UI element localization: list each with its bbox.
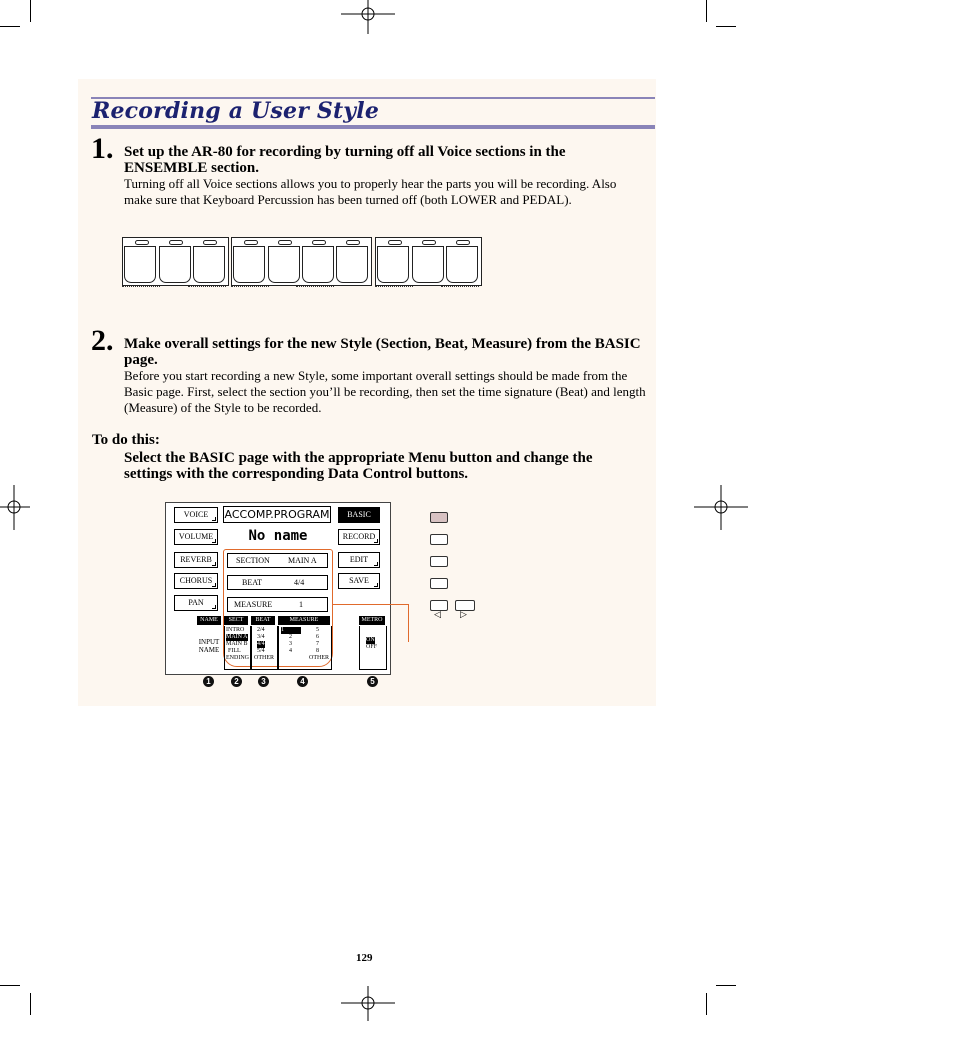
menu-button-record[interactable]: RECORD <box>338 529 380 545</box>
lamp-icon <box>388 240 402 245</box>
setting-value: 1 <box>299 600 303 609</box>
sect-option: INTRO <box>226 627 245 633</box>
panel-button[interactable] <box>430 556 448 567</box>
measure-option: 4 <box>289 648 292 654</box>
label-metro: METRO <box>359 616 385 625</box>
lamp-icon <box>312 240 326 245</box>
setting-label: MEASURE <box>234 600 273 609</box>
voice-button[interactable] <box>377 246 409 283</box>
dotted-divider <box>188 286 226 287</box>
lamp-icon <box>203 240 217 245</box>
voice-button[interactable] <box>302 246 334 283</box>
crop-mark <box>706 0 707 22</box>
sect-option: MAIN B <box>226 641 248 647</box>
registration-mark <box>341 976 395 1030</box>
metro-option-selected: ON <box>366 637 375 643</box>
leader-line <box>408 604 409 642</box>
voice-button[interactable] <box>193 246 225 283</box>
crop-mark <box>0 985 20 986</box>
dotted-divider <box>441 286 479 287</box>
setting-label: SECTION <box>236 556 270 565</box>
dotted-divider <box>231 286 269 287</box>
voice-button[interactable] <box>233 246 265 283</box>
panel-button-active[interactable] <box>430 512 448 523</box>
section-title: Recording a User Style <box>92 98 380 124</box>
label-sect: SECT <box>224 616 248 625</box>
voice-button[interactable] <box>268 246 300 283</box>
registration-mark <box>0 480 54 534</box>
lamp-icon <box>422 240 436 245</box>
panel-button[interactable] <box>430 534 448 545</box>
step-1-body: Turning off all Voice sections allows you to properly hear the parts you will be recording. Also make sure that Keyboard Percussion has been turned off (both LOWER and PEDAL). <box>124 176 617 207</box>
voice-button[interactable] <box>446 246 478 283</box>
crop-mark <box>30 993 31 1015</box>
registration-mark <box>341 0 395 54</box>
lamp-icon <box>169 240 183 245</box>
right-arrow-icon: ▷ <box>460 610 467 620</box>
measure-option: 7 <box>316 641 319 647</box>
menu-button-volume[interactable]: VOLUME <box>174 529 218 545</box>
step-2-body: Before you start recording a new Style, some important overall settings should be made from the Basic page. First, select the section you’ll be recording, then set the time signature (Beat) and length (Measure) of the Style to be recorded. <box>124 368 646 415</box>
label-measure: MEASURE <box>278 616 330 625</box>
sect-option-selected: MAIN A <box>226 634 248 640</box>
measure-option: 8 <box>316 648 319 654</box>
menu-button-chorus[interactable]: CHORUS <box>174 573 218 589</box>
panel-button[interactable] <box>430 578 448 589</box>
step-1-number: 1. <box>91 132 114 165</box>
beat-option: 5/4 <box>257 648 265 654</box>
step-1-heading: Set up the AR-80 for recording by turning off all Voice sections in the ENSEMBLE section. <box>124 144 566 176</box>
beat-option: OTHER <box>254 655 274 661</box>
lcd-title: ACCOMP.PROGRAM <box>224 508 330 521</box>
measure-option: 6 <box>316 634 319 640</box>
label-beat: BEAT <box>251 616 275 625</box>
menu-button-voice[interactable]: VOICE <box>174 507 218 523</box>
name-options: INPUT NAME <box>198 638 220 654</box>
measure-option: OTHER <box>309 655 329 661</box>
step-2-number: 2. <box>91 324 114 357</box>
lamp-icon <box>135 240 149 245</box>
beat-option-selected: 4/4 <box>257 641 265 647</box>
crop-mark <box>716 26 736 27</box>
callout-5: 5 <box>367 676 378 687</box>
lamp-icon <box>456 240 470 245</box>
setting-value: 4/4 <box>294 578 305 587</box>
label-name: NAME <box>197 616 221 625</box>
todo-heading: To do this: <box>92 432 160 448</box>
beat-option: 2/4 <box>257 627 265 633</box>
voice-button-group <box>122 237 229 286</box>
menu-button-save[interactable]: SAVE <box>338 573 380 589</box>
voice-button[interactable] <box>412 246 444 283</box>
voice-button[interactable] <box>124 246 156 283</box>
page-number: 129 <box>356 952 373 964</box>
dotted-divider <box>296 286 334 287</box>
measure-option: 3 <box>289 641 292 647</box>
setting-label: BEAT <box>242 578 262 587</box>
voice-button-group <box>375 237 482 286</box>
menu-button-reverb[interactable]: REVERB <box>174 552 218 568</box>
registration-mark <box>694 480 748 534</box>
crop-mark <box>716 985 736 986</box>
menu-button-edit[interactable]: EDIT <box>338 552 380 568</box>
sect-option: FILL <box>228 648 241 654</box>
callout-3: 3 <box>258 676 269 687</box>
style-name: No name <box>248 528 308 544</box>
callout-4: 4 <box>297 676 308 687</box>
sect-option: ENDING <box>226 655 249 661</box>
left-arrow-icon: ◁ <box>434 610 441 620</box>
lamp-icon <box>278 240 292 245</box>
step-2-heading: Make overall settings for the new Style (Section, Beat, Measure) from the BASIC page. <box>124 336 641 368</box>
lamp-icon <box>346 240 360 245</box>
metro-option: OFF <box>366 644 378 650</box>
callout-1: 1 <box>203 676 214 687</box>
crop-mark <box>706 993 707 1015</box>
measure-option-selected: 1 <box>281 627 301 634</box>
lamp-icon <box>244 240 258 245</box>
voice-button[interactable] <box>336 246 368 283</box>
todo-instruction: Select the BASIC page with the appropriate Menu button and change the settings with the corresponding Data Control buttons. <box>124 450 593 482</box>
beat-option: 3/4 <box>257 634 265 640</box>
callout-2: 2 <box>231 676 242 687</box>
crop-mark <box>30 0 31 22</box>
dotted-divider <box>122 286 160 287</box>
voice-button-group <box>231 237 372 286</box>
leader-line <box>333 604 409 605</box>
dotted-divider <box>375 286 413 287</box>
measure-option: 5 <box>316 627 319 633</box>
crop-mark <box>0 26 20 27</box>
voice-button[interactable] <box>159 246 191 283</box>
setting-value: MAIN A <box>288 556 317 565</box>
measure-option: 2 <box>289 634 292 640</box>
menu-button-basic[interactable]: BASIC <box>338 507 380 523</box>
menu-button-pan[interactable]: PAN <box>174 595 218 611</box>
title-rule-bottom <box>91 125 655 129</box>
